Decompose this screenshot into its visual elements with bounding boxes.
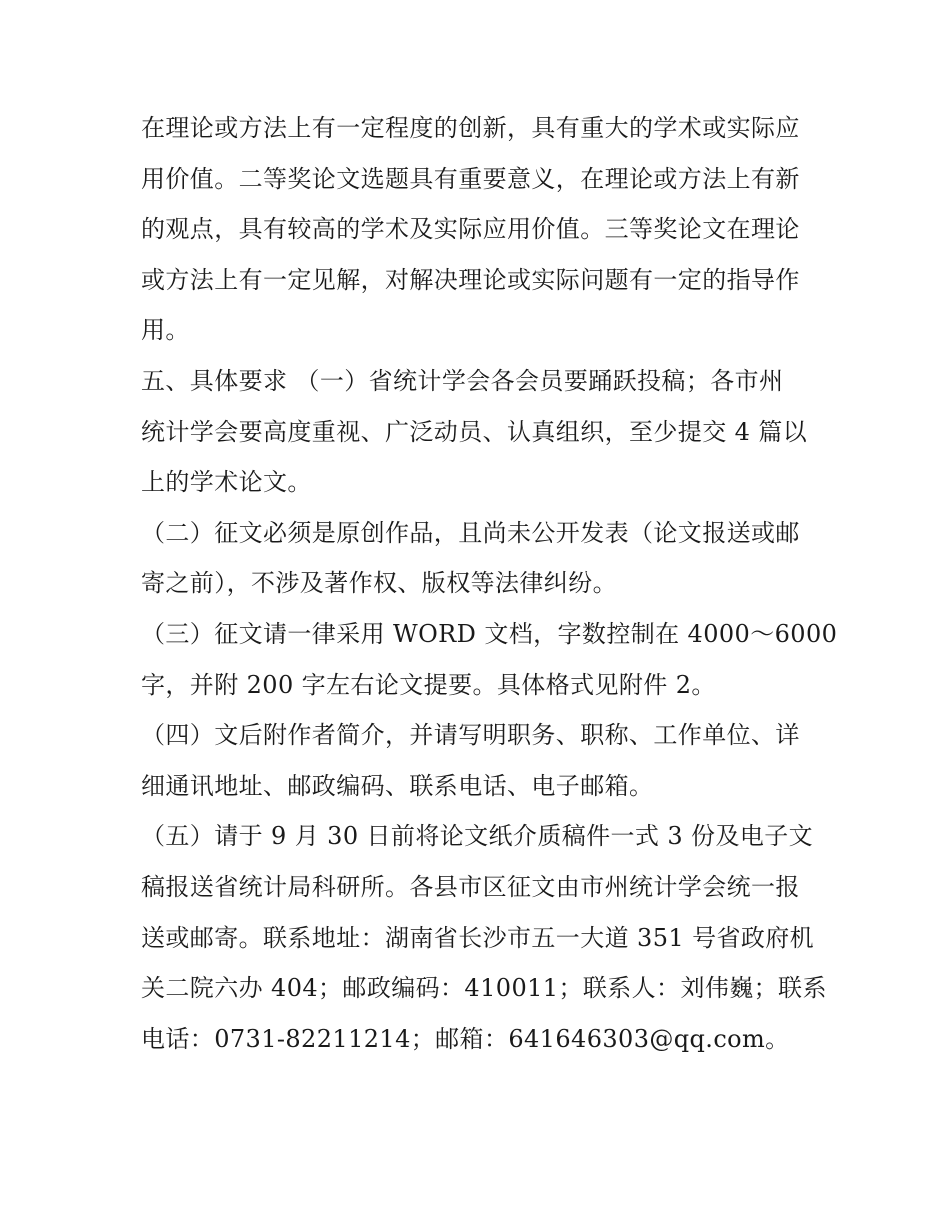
text-line: 上的学术论文。 <box>141 468 312 497</box>
text-line: 细通讯地址、邮政编码、联系电话、电子邮箱。 <box>141 771 654 800</box>
text-line: 寄之前），不涉及著作权、版权等法律纠纷。 <box>141 569 617 598</box>
text-line: （四）文后附作者简介，并请写明职务、职称、工作单位、详 <box>141 721 800 750</box>
text-line: 用价值。二等奖论文选题具有重要意义，在理论或方法上有新 <box>141 164 800 193</box>
text-line: 稿报送省统计局科研所。各县市区征文由市州统计学会统一报 <box>141 872 800 901</box>
text-line: 用。 <box>141 316 190 345</box>
text-line: 电话：0731-82211214；邮箱：641646303@qq.com。 <box>141 1024 790 1053</box>
text-line: （二）征文必须是原创作品，且尚未公开发表（论文报送或邮 <box>141 518 800 547</box>
text-line: 或方法上有一定见解，对解决理论或实际问题有一定的指导作 <box>141 265 800 294</box>
document-body <box>141 103 838 1064</box>
text-line: 统计学会要高度重视、广泛动员、认真组织，至少提交 4 篇以 <box>141 417 808 446</box>
section-heading-line: 五、具体要求 （一）省统计学会各会员要踊跃投稿；各市州 <box>141 366 784 395</box>
text-line: 的观点，具有较高的学术及实际应用价值。三等奖论文在理论 <box>141 215 800 244</box>
text-line: 送或邮寄。联系地址：湖南省长沙市五一大道 351 号省政府机 <box>141 923 815 952</box>
text-line: 关二院六办 404；邮政编码：410011；联系人：刘伟巍；联系 <box>141 974 827 1003</box>
text-line: （五）请于 9 月 30 日前将论文纸介质稿件一式 3 份及电子文 <box>141 822 814 851</box>
text-line: 字，并附 200 字左右论文提要。具体格式见附件 2。 <box>141 670 716 699</box>
text-line: 在理论或方法上有一定程度的创新，具有重大的学术或实际应 <box>141 114 800 142</box>
text-line: （三）征文请一律采用 WORD 文档，字数控制在 4000～6000 <box>141 619 838 648</box>
